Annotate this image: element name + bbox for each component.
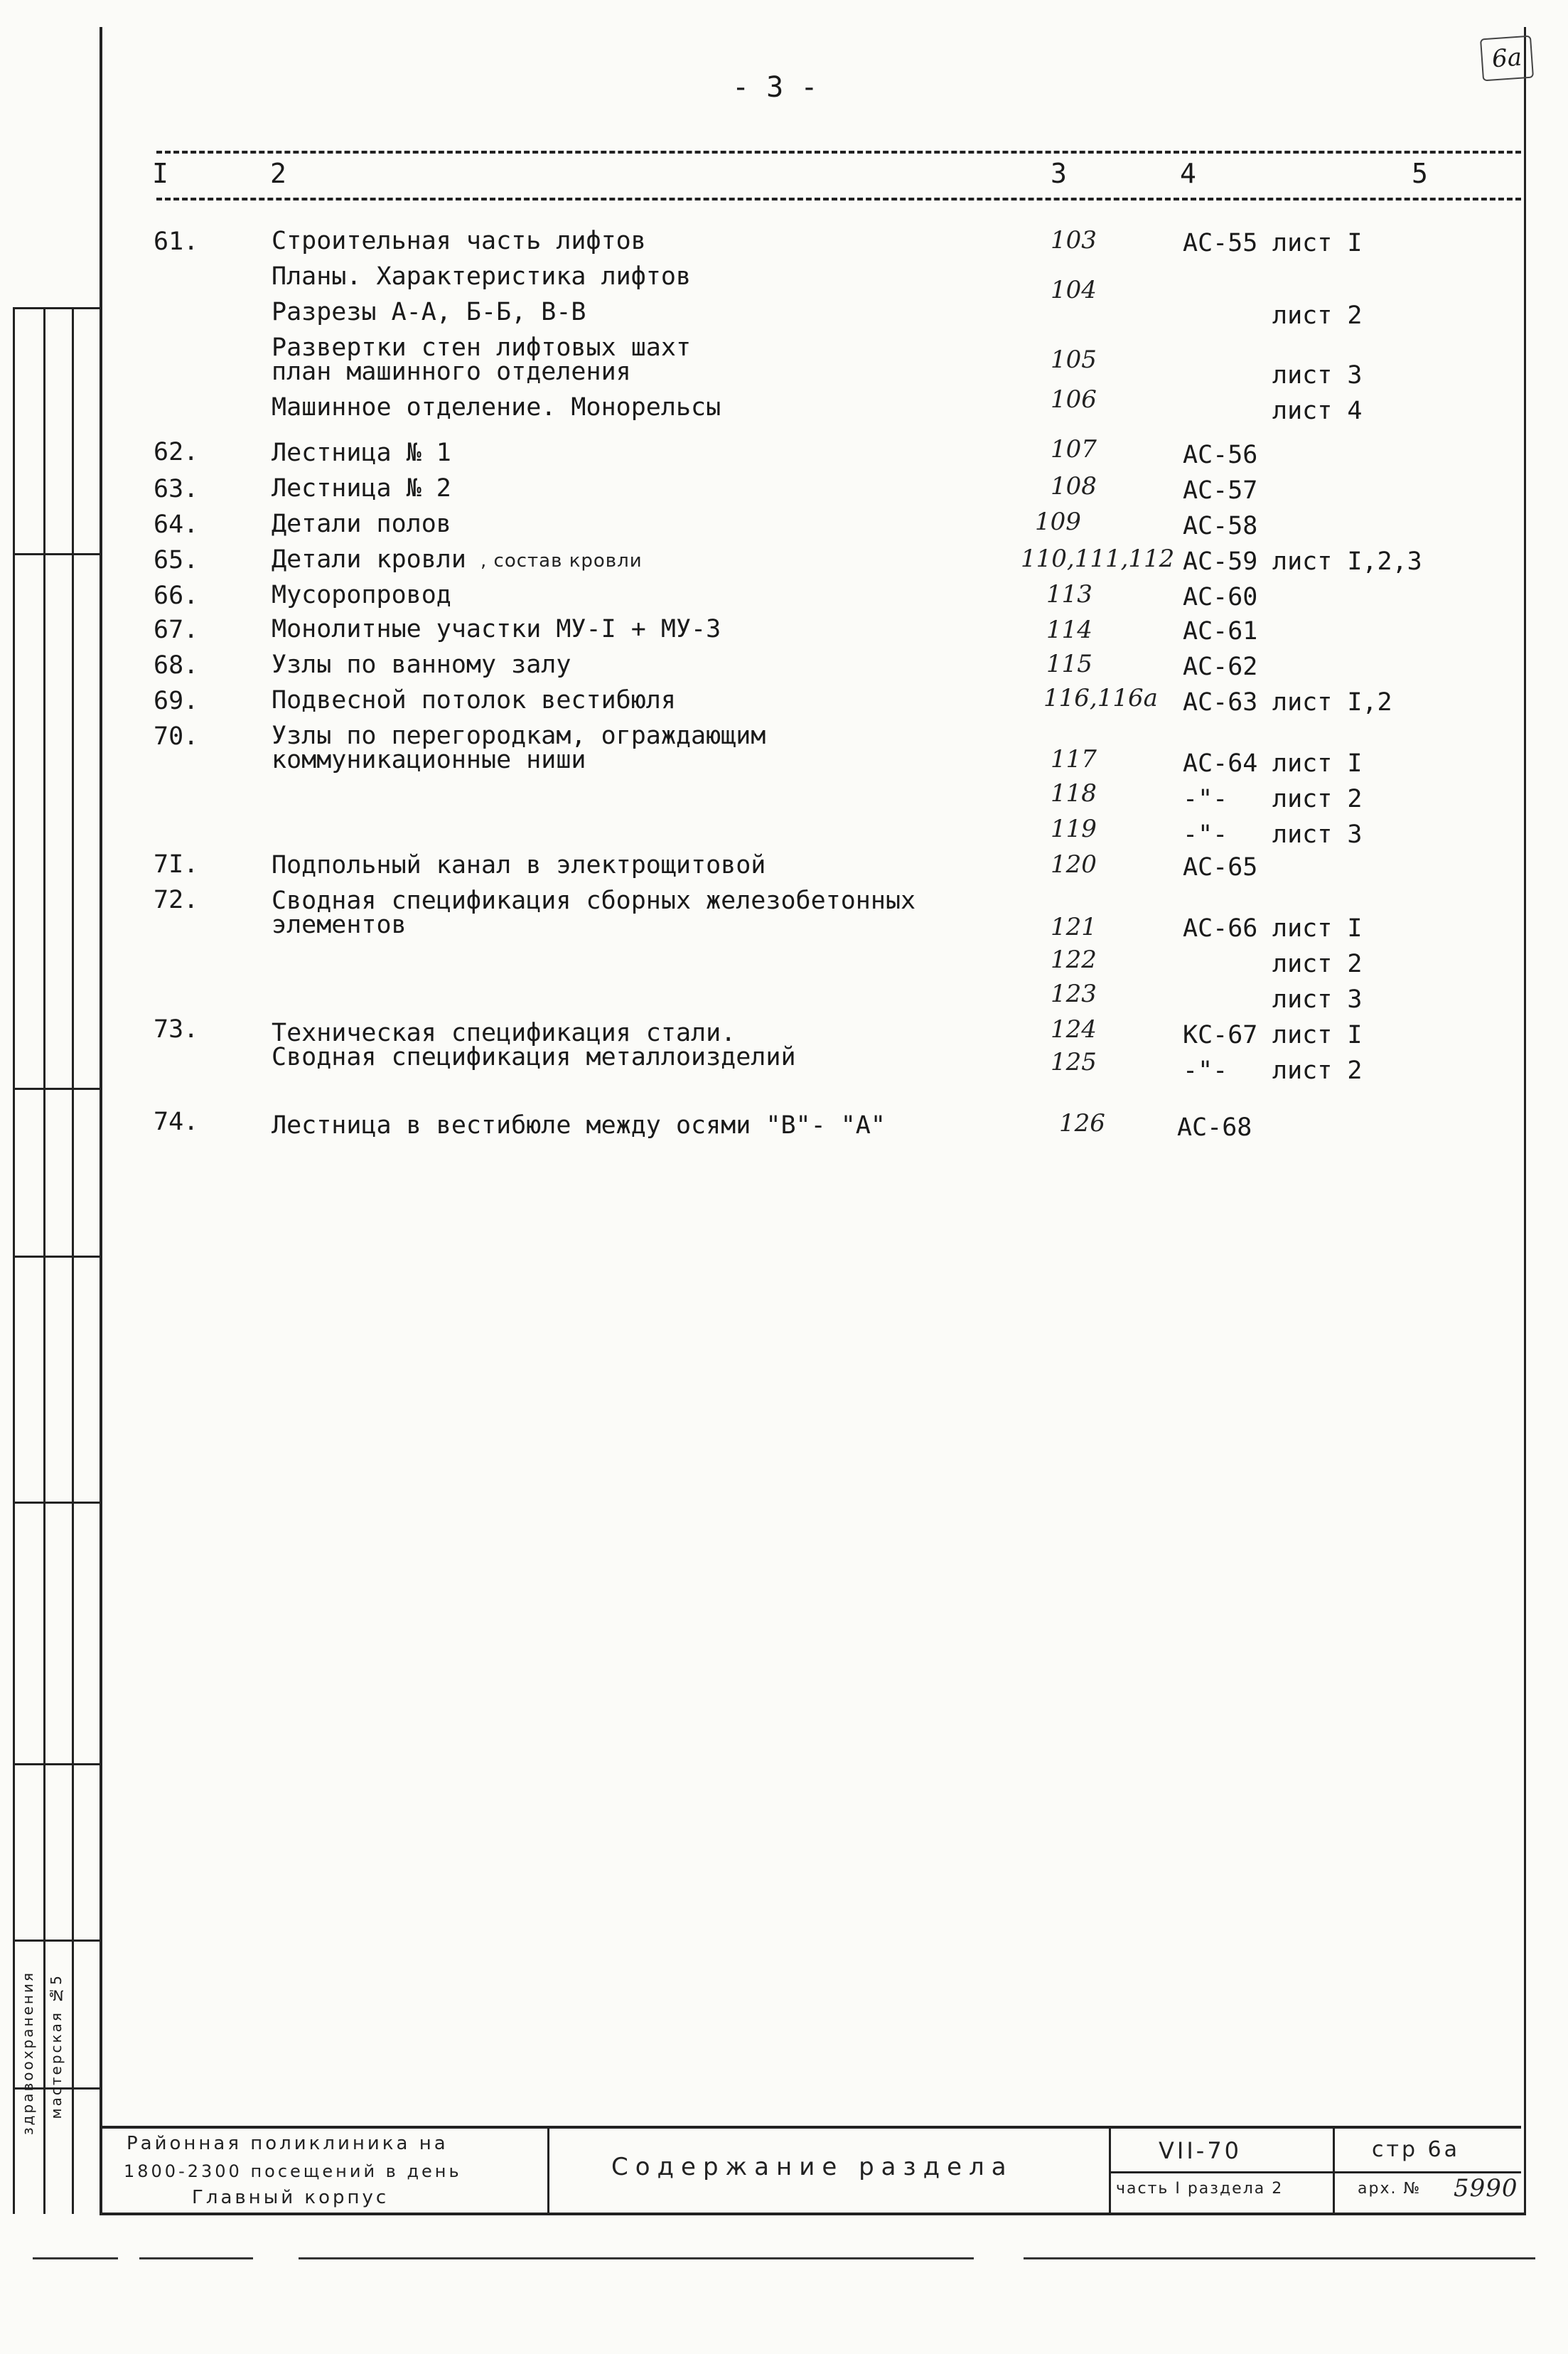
col-header-4: 4 xyxy=(1180,158,1196,189)
row-num: 67. xyxy=(154,616,199,644)
strip-rule xyxy=(15,1256,102,1258)
row-code: АС-58 xyxy=(1183,512,1258,540)
strip-rule xyxy=(15,1940,102,1942)
row-code: АС-66 xyxy=(1183,914,1258,943)
row-num: 70. xyxy=(154,722,199,751)
row-num: 68. xyxy=(154,651,199,680)
row-code: АС-55 xyxy=(1183,229,1258,257)
row-sheet: лист I xyxy=(1272,749,1363,778)
strip-divider xyxy=(72,307,74,2214)
row-page: 108 xyxy=(1051,472,1097,501)
row-code: -"- xyxy=(1183,1056,1228,1085)
row-name: Лестница № 1 xyxy=(272,439,451,467)
row-num: 64. xyxy=(154,510,199,539)
strip-rule xyxy=(15,307,102,309)
row-name: Подпольный канал в электрощитовой xyxy=(272,851,766,879)
trim-mark xyxy=(299,2257,881,2259)
trim-mark xyxy=(33,2257,118,2259)
side-label-dept: здравоохранения xyxy=(19,1971,36,2135)
row-name: Детали полов xyxy=(272,510,451,538)
row-num: 61. xyxy=(154,228,199,256)
row-page: 115 xyxy=(1046,650,1092,678)
tb-project-line3: Главный корпус xyxy=(192,2187,390,2208)
row-page: 116,116а xyxy=(1043,684,1158,712)
row-page: 113 xyxy=(1046,580,1092,609)
row-page: 104 xyxy=(1051,276,1097,304)
side-label-workshop: мастерская №5 xyxy=(48,1974,65,2119)
strip-rule xyxy=(15,1763,102,1765)
row-sheet: лист 2 xyxy=(1272,1056,1363,1085)
row-code: АС-62 xyxy=(1183,653,1258,681)
row-name: Узлы по перегородкам, ограждающим коммуникационные ниши xyxy=(272,722,766,774)
header-rule-bottom xyxy=(156,198,1521,200)
strip-rule xyxy=(15,1088,102,1090)
row-page: 126 xyxy=(1059,1109,1105,1138)
row-num: 7I. xyxy=(154,850,199,879)
row-code: АС-61 xyxy=(1183,617,1258,646)
tb-divider xyxy=(547,2129,549,2215)
row-name: Развертки стен лифтовых шахт план машинного отделения xyxy=(272,333,692,386)
row-code: АС-68 xyxy=(1177,1113,1252,1142)
col-header-1: I xyxy=(152,158,168,189)
row-page: 123 xyxy=(1051,980,1097,1008)
row-name: Детали кровли xyxy=(272,545,466,574)
strip-divider xyxy=(43,307,45,2214)
trim-mark xyxy=(1024,2257,1535,2259)
row-name: Строительная часть лифтов xyxy=(272,227,646,255)
row-code: АС-59 xyxy=(1183,547,1258,576)
row-name: Лестница в вестибюле между осями "В"- "А" xyxy=(272,1111,886,1140)
row-page: 122 xyxy=(1051,946,1097,974)
row-name: Техническая спецификация стали. Сводная спецификация металлоизделий xyxy=(272,1019,796,1071)
row-sheet: лист 4 xyxy=(1272,397,1363,425)
tb-arch-label: арх. № xyxy=(1358,2180,1422,2198)
row-page: 103 xyxy=(1051,226,1097,255)
title-block xyxy=(100,2126,1521,2215)
tb-arch-number: 5990 xyxy=(1454,2174,1518,2203)
row-page: 121 xyxy=(1051,913,1097,941)
row-page: 106 xyxy=(1051,385,1097,414)
row-name: Планы. Характеристика лифтов xyxy=(272,262,692,291)
row-num: 63. xyxy=(154,475,199,503)
corner-mark: 6а xyxy=(1480,36,1534,82)
row-num: 74. xyxy=(154,1108,199,1136)
row-name: Разрезы А-А, Б-Б, В-В xyxy=(272,298,586,326)
row-page: 120 xyxy=(1051,850,1097,879)
strip-rule xyxy=(15,553,102,555)
row-sheet: лист I xyxy=(1272,229,1363,257)
row-page: 114 xyxy=(1046,616,1092,644)
col-header-5: 5 xyxy=(1412,158,1428,189)
row-name: Мусоропровод xyxy=(272,581,451,609)
row-page: 105 xyxy=(1051,346,1097,374)
row-code: -"- xyxy=(1183,785,1228,813)
strip-rule xyxy=(15,1502,102,1504)
row-name: Узлы по ванному залу xyxy=(272,651,571,679)
row-sheet: лист 2 xyxy=(1272,785,1363,813)
tb-code: VII-70 xyxy=(1159,2137,1242,2164)
row-name: Сводная спецификация сборных железобетонных элементов xyxy=(272,887,916,939)
row-sheet: лист I,2 xyxy=(1272,688,1392,717)
row-num: 72. xyxy=(154,886,199,914)
row-num: 65. xyxy=(154,546,199,574)
row-num: 66. xyxy=(154,582,199,610)
tb-rule xyxy=(1109,2171,1521,2173)
row-code: АС-63 xyxy=(1183,688,1258,717)
row-name: Подвесной потолок вестибюля xyxy=(272,686,676,715)
row-sheet: лист 3 xyxy=(1272,985,1363,1014)
row-code: АС-56 xyxy=(1183,441,1258,469)
row-code: АС-65 xyxy=(1183,853,1258,882)
binding-strip xyxy=(13,307,102,2214)
trim-mark xyxy=(139,2257,253,2259)
row-name: Машинное отделение. Монорельсы xyxy=(272,393,721,422)
row-page: 124 xyxy=(1051,1015,1097,1044)
row-page: 118 xyxy=(1051,779,1097,808)
tb-title: Содержание раздела xyxy=(611,2153,1014,2181)
tb-page: стр 6а xyxy=(1372,2137,1461,2162)
row-code: -"- xyxy=(1183,820,1228,849)
row-code: АС-57 xyxy=(1183,476,1258,505)
row-page: 125 xyxy=(1051,1048,1097,1076)
row-name: Лестница № 2 xyxy=(272,474,451,503)
row-sheet: лист 2 xyxy=(1272,950,1363,978)
row-page: 107 xyxy=(1051,435,1097,464)
row-sheet: лист I xyxy=(1272,914,1363,943)
col-header-2: 2 xyxy=(270,158,286,189)
row-num: 62. xyxy=(154,438,199,466)
row-num: 69. xyxy=(154,687,199,715)
col-header-3: 3 xyxy=(1051,158,1067,189)
row-page: 119 xyxy=(1051,815,1097,843)
tb-part: часть I раздела 2 xyxy=(1116,2180,1284,2198)
row-page: 109 xyxy=(1035,508,1081,536)
row-name: Монолитные участки МУ-I + МУ-3 xyxy=(272,615,721,643)
row-sheet: лист I,2,3 xyxy=(1272,547,1422,576)
tb-project-line2: 1800-2300 посещений в день xyxy=(124,2161,462,2181)
row-page: 110,111,112 xyxy=(1021,545,1175,573)
row-sheet: лист 2 xyxy=(1272,301,1363,330)
row-num: 73. xyxy=(154,1015,199,1044)
row-page: 117 xyxy=(1051,745,1097,774)
page-number: - 3 - xyxy=(732,71,818,104)
header-rule-top xyxy=(156,151,1521,154)
row-name-handwritten: , состав кровли xyxy=(480,550,643,572)
row-sheet: лист 3 xyxy=(1272,361,1363,390)
tb-project-line1: Районная поликлиника на xyxy=(127,2133,449,2154)
row-code: КС-67 xyxy=(1183,1021,1258,1049)
row-sheet: лист 3 xyxy=(1272,820,1363,849)
row-code: АС-64 xyxy=(1183,749,1258,778)
row-sheet: лист I xyxy=(1272,1021,1363,1049)
row-code: АС-60 xyxy=(1183,583,1258,611)
trim-mark xyxy=(853,2257,974,2259)
